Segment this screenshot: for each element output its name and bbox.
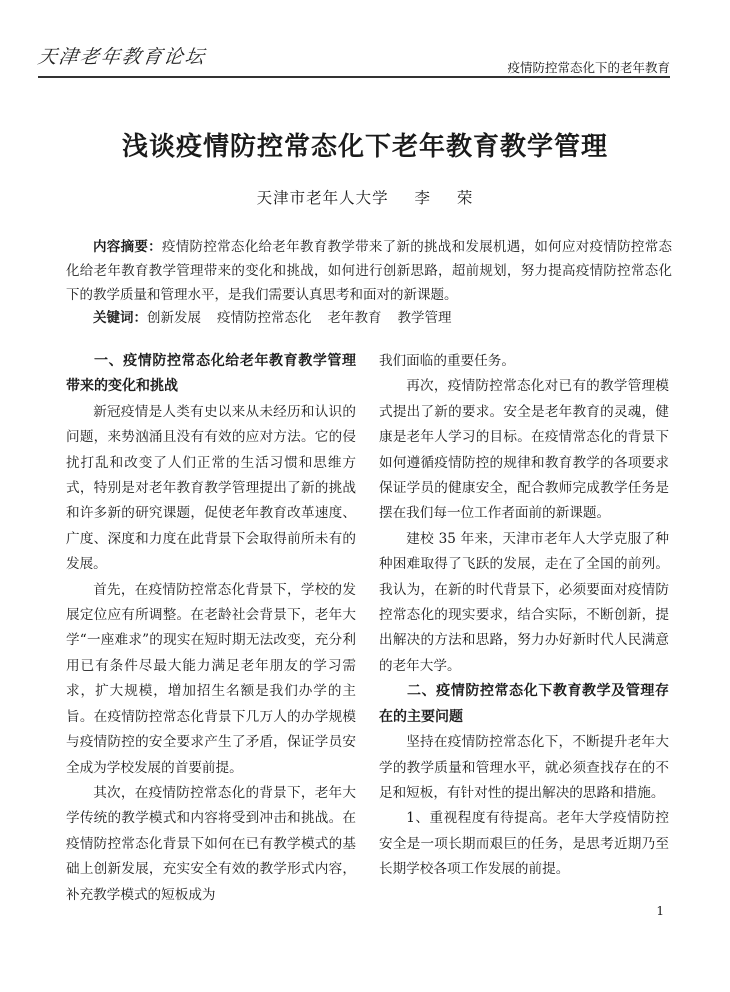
- abstract-text: 疫情防控常态化给老年教育教学带来了新的挑战和发展机遇，如何应对疫情防控常态化给老年教育教学管理带来的变化和挑战，如何进行创新思路，超前规划，努力提高疫情防控常态化下的教学质量和管理水平，是我们需要认真思考和面对的新课题。: [66, 239, 673, 303]
- paragraph: 再次，疫情防控常态化对已有的教学管理模式提出了新的要求。安全是老年教育的灵魂，健康是老年人学习的目标。在疫情常态化的背景下如何遵循疫情防控的规律和教育教学的各项要求保证学员的健康安全，配合教师完成教学任务是摆在我们每一位工作者面前的新课题。: [379, 378, 669, 522]
- left-column: [66, 349, 356, 908]
- keyword: 疫情防控常态化: [217, 310, 312, 326]
- paragraph: 新冠疫情是人类有史以来从未经历和认识的问题，来势汹涌且没有有效的应对方法。它的侵扰打乱和改变了人们正常的生活习惯和思维方式，特别是对老年教育教学管理提出了新的挑战和许多新的研究课题，促使老年教育改革速度、广度、深度和力度在此背景下会取得前所未有的发展。: [66, 403, 356, 573]
- keywords-label: 关键词：: [93, 310, 147, 326]
- paragraph: 1、重视程度有待提高。老年大学疫情防控安全是一项长期而艰巨的任务，是思考近期乃至长期学校各项工作发展的前提。: [379, 810, 669, 878]
- paragraph-continued: 我们面临的重要任务。: [379, 353, 515, 369]
- article-title: 浅谈疫情防控常态化下老年教育教学管理: [121, 132, 608, 162]
- section-heading-1: 一、疫情防控常态化给老年教育教学管理带来的变化和挑战: [66, 353, 356, 395]
- page-number: 1: [656, 904, 664, 918]
- keyword: 教学管理: [397, 310, 452, 326]
- journal-logo: 天津老年教育论坛: [36, 46, 208, 68]
- header-divider: [38, 76, 670, 78]
- page-header: [38, 36, 670, 80]
- section-heading-2: 二、疫情防控常态化下教育教学及管理存在的主要问题: [379, 683, 669, 725]
- right-column: [379, 349, 669, 883]
- author-line: 天津市老年人大学 李 荣: [256, 189, 474, 207]
- paragraph: 坚持在疫情防控常态化下，不断提升老年大学的教学质量和管理水平，就必须查找存在的不足和短板，有针对性的提出解决的思路和措施。: [379, 734, 669, 801]
- keyword: 创新发展: [147, 310, 201, 326]
- abstract: [66, 235, 672, 307]
- paragraph: 建校 35 年来，天津市老年人大学克服了种种困难取得了飞跃的发展，走在了全国的前列。我认为，在新的时代背景下，必须要面对疫情防控常态化的现实要求，结合实际，不断创新，提出解决的方法和思路，努力办好新时代人民满意的老年大学。: [379, 530, 669, 674]
- abstract-label: 内容摘要：: [93, 239, 162, 255]
- paragraph: 首先，在疫情防控常态化背景下，学校的发展定位应有所调整。在老龄社会背景下，老年大学“一座难求”的现实在短时期无法改变，充分利用已有条件尽最大能力满足老年朋友的学习需求，扩大规模，增加招生名额是我们办学的主旨。在疫情防控常态化背景下几万人的办学规模与疫情防控的安全要求产生了矛盾，保证学员安全成为学校发展的首要前提。: [66, 581, 356, 776]
- keyword: 老年教育: [327, 310, 382, 326]
- running-title: 疫情防控常态化下的老年教育: [507, 60, 670, 75]
- keywords: [66, 306, 672, 330]
- paragraph: 其次，在疫情防控常态化的背景下，老年大学传统的教学模式和内容将受到冲击和挑战。在疫情防控常态化背景下如何在已有教学模式的基础上创新发展，充实安全有效的教学形式内容，补充教学模式的短板成为: [66, 784, 356, 903]
